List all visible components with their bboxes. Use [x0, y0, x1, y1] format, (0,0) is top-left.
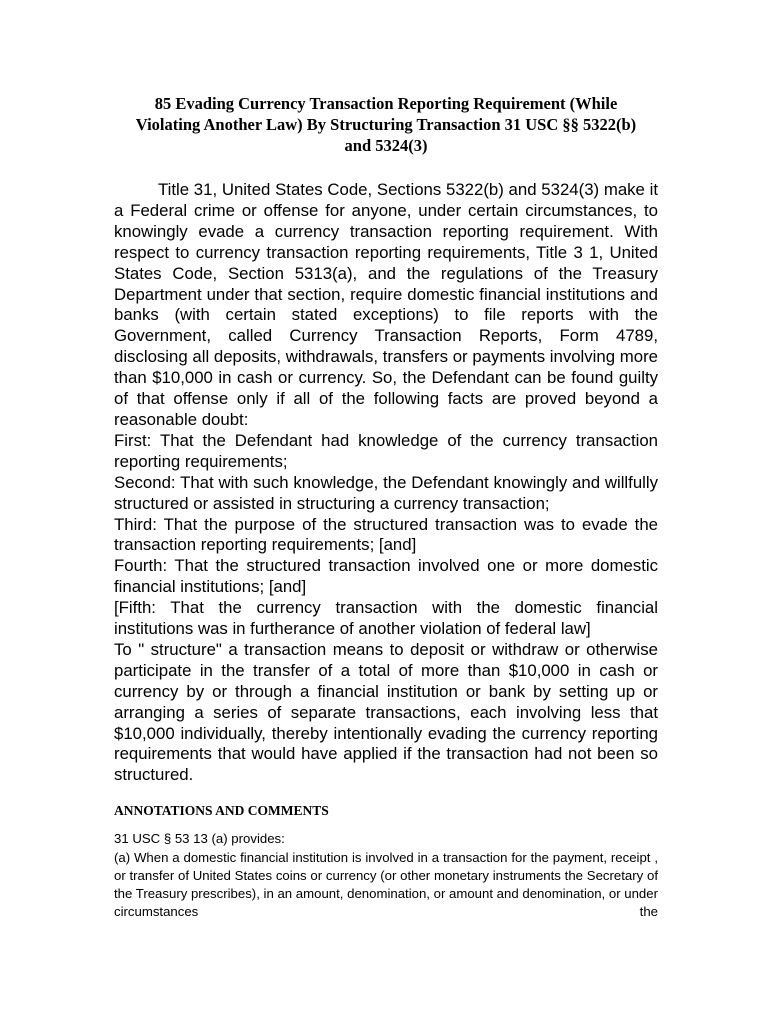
- element-fourth: Fourth: That the structured transaction involved one or more domestic financial institutions; [and]: [114, 556, 658, 597]
- title-line: and 5324(3): [344, 136, 428, 155]
- document-title: [114, 93, 658, 156]
- title-line: Violating Another Law) By Structuring Transaction 31 USC §§ 5322(b): [135, 115, 637, 134]
- annotations-heading: ANNOTATIONS AND COMMENTS: [114, 803, 329, 819]
- intro-paragraph: Title 31, United States Code, Sections 5322(b) and 5324(3) make it a Federal crime or offense for anyone, under certain circumstances, to knowingly evade a currency transaction reporting requirement. With respect to currency transaction reporting requirements, Title 3 1, United States Code, Section 5313(a), and the regulations of the Treasury Department under that section, require domestic financial institutions and banks (with certain stated exceptions) to file reports with the Government, called Currency Transaction Reports, Form 4789, disclosing all deposits, withdrawals, transfers or payments involving more than $10,000 in cash or currency. So, the Defendant can be found guilty of that offense only if all of the following facts are proved beyond a reasonable doubt:: [114, 180, 658, 429]
- title-line: 85 Evading Currency Transaction Reporting Requirement (While: [154, 94, 618, 113]
- element-fifth: [Fifth: That the currency transaction with the domestic financial institutions was in furtherance of another violation of federal law]: [114, 598, 658, 639]
- statute-citation: 31 USC § 53 13 (a) provides:: [114, 831, 285, 847]
- statute-text: (a) When a domestic financial institution is involved in a transaction for the payment, receipt , or transfer of United States coins or currency (or other monetary instruments the Secretary of the Treasury prescribes), in an amount, denomination, or amount and denomination, or under circumstances the: [114, 849, 658, 920]
- document-page: [114, 93, 658, 922]
- element-first: First: That the Defendant had knowledge of the currency transaction reporting requirements;: [114, 430, 658, 471]
- definition-paragraph: To " structure" a transaction means to deposit or withdraw or otherwise participate in the transfer of a total of more than $10,000 in cash or currency by or through a financial institution or bank by setting up or arranging a series of separate transactions, each involving less that $10,000 individually, thereby intentionally evading the currency reporting requirements that would have applied if the transaction had not been so structured.: [114, 639, 658, 785]
- element-second: Second: That with such knowledge, the Defendant knowingly and willfully structured or assisted in structuring a currency transaction;: [114, 472, 658, 513]
- element-third: Third: That the purpose of the structured transaction was to evade the transaction reporting requirements; [and]: [114, 514, 658, 555]
- instruction-body: [114, 180, 658, 786]
